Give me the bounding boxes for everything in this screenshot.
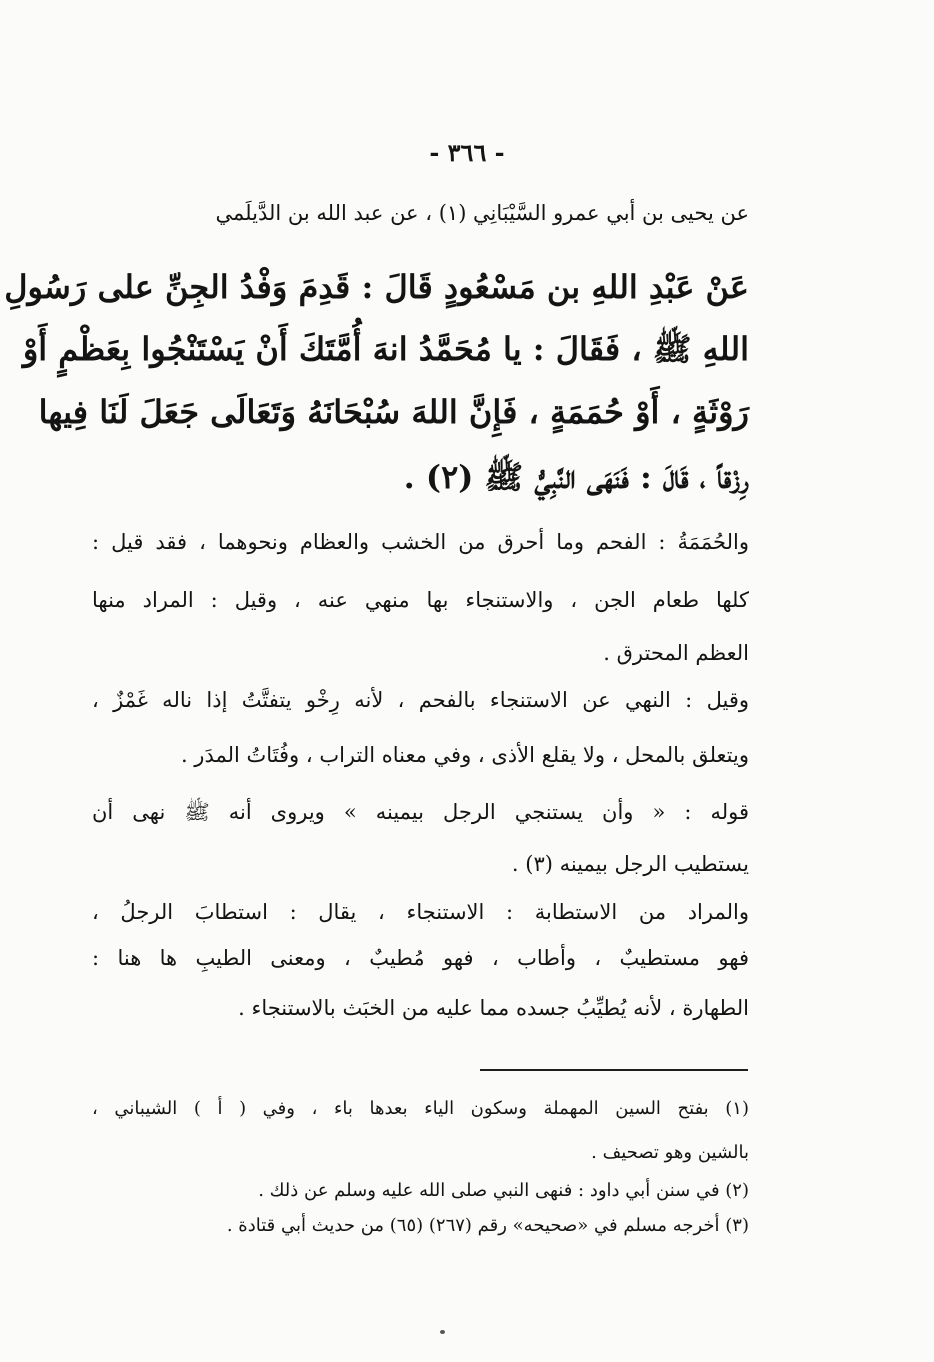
paragraph-2-line-1: وقيل : النهي عن الاستنجاء بالفحم ، لأنه رِخْو يتفتَّتُ إذا ناله غَمْزٌ ، — [92, 688, 749, 712]
page-number: - ٣٦٦ - — [429, 138, 505, 167]
hadith-line-1: عَنْ عَبْدِ اللهِ بن مَسْعُودٍ قَالَ : قَدِمَ وَفْدُ الجِنِّ على رَسُولِ — [4, 268, 749, 306]
footnote-1-line-2: بالشين وهو تصحيف . — [591, 1142, 749, 1163]
paragraph-1-line-1: والحُمَمَةُ : الفحم وما أحرق من الخشب والعظام ونحوهما ، فقد قيل : — [92, 530, 749, 554]
paragraph-4-line-1: والمراد من الاستطابة : الاستنجاء ، يقال : استطابَ الرجلُ ، — [92, 900, 749, 924]
hadith-line-2: اللهِ ﷺ ، فَقَالَ : يا مُحَمَّدُ انهَ أُمَّتَكَ أَنْ يَسْتَنْجُوا بِعَظْمٍ أَوْ — [22, 330, 749, 368]
footnote-divider — [480, 1069, 748, 1071]
paragraph-1-line-2: كلها طعام الجن ، والاستنجاء بها منهي عنه ، وقيل : المراد منها — [92, 588, 749, 612]
isnad-line: عن يحيى بن أبي عمرو السَّيْبَانِي (١) ، عن عبد الله بن الدَّيلَمي — [215, 201, 749, 225]
paragraph-4-line-2: فهو مستطيبٌ ، وأطاب ، فهو مُطيبٌ ، ومعنى الطيبِ ها هنا : — [92, 946, 749, 970]
footnote-3: (٣) أخرجه مسلم في «صحيحه» رقم (٢٦٧) (٦٥) من حديث أبي قتادة . — [226, 1215, 749, 1236]
print-speck — [440, 1330, 445, 1334]
paragraph-2-line-2: ويتعلق بالمحل ، ولا يقلع الأذى ، وفي معناه التراب ، وفُتَاتُ المدَر . — [180, 743, 749, 767]
footnote-2: (٢) في سنن أبي داود : فنهى النبي صلى الله عليه وسلم عن ذلك . — [258, 1180, 749, 1201]
hadith-line-3: رَوْثَةٍ ، أَوْ حُمَمَةٍ ، فَإِنَّ اللهَ سُبْحَانَهُ وَتَعَالَى جَعَلَ لَنَا فِيها — [38, 393, 749, 431]
footnote-1-line-1: (١) بفتح السين المهملة وسكون الياء بعدها باء ، وفي ( أ ) الشيباني ، — [92, 1098, 749, 1119]
paragraph-4-line-3: الطهارة ، لأنه يُطيِّبُ جسده مما عليه من الخبَث بالاستنجاء . — [238, 996, 749, 1020]
hadith-line-4: رِزْقاً ، قَالَ : فَنَهَى النَّبِيُّ ﷺ (٢) . — [403, 458, 749, 496]
paragraph-1-line-3: العظم المحترق . — [603, 641, 749, 665]
paragraph-3-line-2: يستطيب الرجل بيمينه (٣) . — [511, 852, 749, 876]
paragraph-3-line-1: قوله : « وأن يستنجي الرجل بيمينه » ويروى أنه ﷺ نهى أن — [92, 800, 749, 824]
